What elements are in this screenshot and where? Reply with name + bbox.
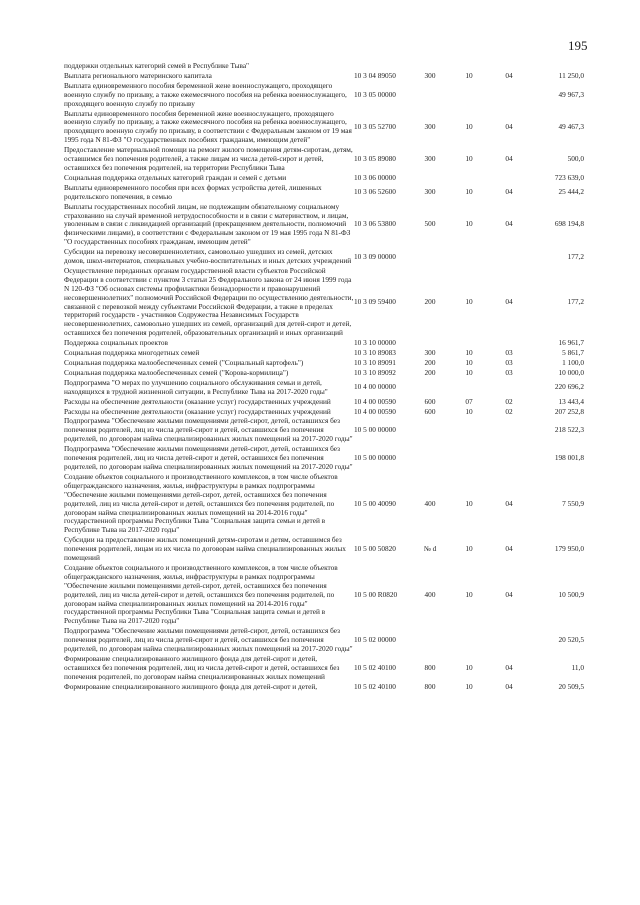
row-amount: 10 000,0: [558, 367, 584, 377]
row-subsection: 04: [505, 589, 513, 599]
row-description: Субсидии на перевозку несовершеннолетних, самовольно ушедших из семей, детских домов, школ-интернатов, специальных учебно-воспитательных и иных детских учреждений: [64, 247, 352, 266]
row-subsection: 04: [505, 544, 513, 554]
row-section: 10: [465, 406, 473, 416]
row-section: 10: [465, 297, 473, 307]
row-subsection: 04: [505, 297, 513, 307]
row-expense-type: 400: [424, 498, 436, 508]
row-expense-type: 800: [424, 662, 436, 672]
row-code: 10 3 10 89091: [354, 358, 396, 367]
page-number: 195: [568, 38, 588, 53]
row-amount: 177,2: [567, 251, 584, 261]
row-code: 10 4 00 00590: [354, 396, 396, 406]
row-code: 10 5 02 00000: [354, 635, 396, 645]
row-code: 10 3 05 89080: [354, 154, 396, 164]
row-amount: 5 861,7: [562, 348, 584, 358]
table-row: [64, 184, 584, 202]
row-code: 10 5 00 40090: [354, 498, 396, 508]
row-expense-type: 300: [424, 187, 436, 197]
row-amount: 11,0: [571, 662, 584, 672]
row-subsection: 03: [505, 358, 513, 367]
row-description: Выплаты единовременного пособия беременной жене военнослужащего, проходящего военную службу по призыву, а также ежемесячного пособия на ребенка военнослужащего, проходящего военную службу по призыву, в соответствии с Федеральным законом от 19 мая 1995 года N 81-ФЗ "О государственных пособиях гражданам, имеющим детей": [64, 108, 352, 145]
row-description: Предоставление материальной помощи на ремонт жилого помещения детям-сиротам, детям, оставшимся без попечения родителей, а также лицам из числа детей-сирот и детей, оставшихся без попечения родителей, на территории Республики Тыва: [64, 145, 353, 172]
row-amount: 198 001,8: [554, 453, 584, 463]
row-amount: 49 967,3: [558, 89, 584, 99]
table-row: [64, 174, 584, 183]
row-section: 10: [465, 70, 473, 80]
row-expense-type: 200: [424, 358, 436, 367]
table-row: [64, 349, 584, 358]
row-description: Подпрограмма "О мерах по улучшению социального обслуживания семьи и детей, находящихся в трудной жизненной ситуации, в Республике Тыва на 2017-2020 годы": [64, 377, 328, 396]
row-subsection: 04: [505, 121, 513, 131]
table-row: [64, 359, 584, 368]
row-amount: 179 950,0: [554, 544, 584, 554]
table-row: [64, 417, 584, 444]
row-description: Создание объектов социального и производственного комплексов, в том числе объектов общегражданского назначения, жилья, инфраструктуры в рамках подпрограммы "Обеспечение жилыми помещениями детей-сирот, детей, оставшихся без попечения родителей, лиц из числа детей-сирот и детей, оставшихся без попечения родителей, по договорам найма специализированных жилых помещений на 2014-2016 годы" государственной программы Республики Тыва "Социальная защита семьи и детей в Республике Тыва на 2017-2020 годы": [64, 562, 338, 626]
row-amount: 25 444,2: [558, 187, 584, 197]
row-expense-type: 600: [424, 406, 436, 416]
row-subsection: 03: [505, 348, 513, 358]
table-row: [64, 62, 584, 71]
row-code: 10 5 00 00000: [354, 453, 396, 463]
row-amount: 49 467,3: [558, 121, 584, 131]
row-expense-type: № d: [423, 544, 437, 554]
table-row: [64, 473, 584, 535]
table-row: [64, 248, 584, 266]
table-row: [64, 536, 584, 563]
row-subsection: 04: [505, 154, 513, 164]
row-section: 10: [465, 544, 473, 554]
table-row: [64, 379, 584, 397]
row-subsection: 03: [505, 367, 513, 377]
row-code: 10 3 05 00000: [354, 89, 396, 99]
table-row: [64, 564, 584, 626]
row-section: 10: [465, 358, 473, 367]
table-row: [64, 398, 584, 407]
row-subsection: 02: [505, 406, 513, 416]
row-code: 10 5 00 R0820: [354, 589, 398, 599]
row-expense-type: 800: [424, 681, 436, 691]
table-row: [64, 369, 584, 378]
row-code: 10 3 06 00000: [354, 172, 396, 182]
row-amount: 11 250,0: [558, 70, 584, 80]
budget-table: [64, 62, 584, 692]
row-description: Социальная поддержка отдельных категорий граждан и семей с детьми: [64, 172, 287, 182]
row-description: поддержки отдельных категорий семей в Республике Тыва": [64, 61, 250, 70]
row-section: 10: [465, 681, 473, 691]
row-section: 10: [465, 589, 473, 599]
table-row: [64, 146, 584, 173]
row-amount: 500,0: [567, 154, 584, 164]
row-code: 10 5 00 50820: [354, 544, 396, 554]
row-section: 07: [465, 396, 473, 406]
row-code: 10 3 04 89050: [354, 70, 396, 80]
row-subsection: 04: [505, 70, 513, 80]
table-row: [64, 655, 584, 682]
row-subsection: 02: [505, 396, 513, 406]
row-amount: 16 961,7: [558, 338, 584, 348]
row-amount: 207 252,8: [554, 406, 584, 416]
row-section: 10: [465, 121, 473, 131]
row-code: 10 5 02 40100: [354, 662, 396, 672]
row-expense-type: 300: [424, 154, 436, 164]
row-section: 10: [465, 154, 473, 164]
table-row: [64, 627, 584, 654]
row-amount: 177,2: [567, 297, 584, 307]
row-code: 10 4 00 00590: [354, 406, 396, 416]
row-amount: 220 696,2: [554, 382, 584, 392]
row-description: Выплата регионального материнского капитала: [64, 70, 212, 80]
row-subsection: 04: [505, 681, 513, 691]
row-code: 10 5 02 40100: [354, 681, 396, 691]
row-amount: 218 522,3: [554, 425, 584, 435]
row-section: 10: [465, 348, 473, 358]
row-amount: 10 500,9: [558, 589, 584, 599]
row-section: 10: [465, 187, 473, 197]
row-amount: 20 520,5: [558, 635, 584, 645]
table-row: [64, 110, 584, 146]
row-code: 10 3 05 52700: [354, 121, 396, 131]
row-expense-type: 400: [424, 589, 436, 599]
row-code: 10 3 10 89083: [354, 348, 396, 358]
row-amount: 723 639,0: [554, 172, 584, 182]
row-subsection: 04: [505, 219, 513, 229]
row-section: 10: [465, 662, 473, 672]
row-code: 10 4 00 00000: [354, 382, 396, 392]
row-code: 10 3 06 53800: [354, 219, 396, 229]
row-description: Социальная поддержка многодетных семей: [64, 348, 200, 358]
row-description: Формирование специализированного жилищного фонда для детей-сирот и детей,: [64, 681, 318, 691]
row-description: Создание объектов социального и производственного комплексов, в том числе объектов общегражданского назначения, жилья, инфраструктуры в рамках подпрограммы "Обеспечение жилыми помещениями детей-сирот, детей, оставшихся без попечения родителей, лиц из числа детей-сирот и детей, оставшихся без попечения родителей, по договорам найма специализированных жилых помещений на 2014-2016 годы" государственной программы Республики Тыва "Социальная защита семьи и детей в Республике Тыва на 2017-2020 годы": [64, 471, 338, 535]
table-row: [64, 203, 584, 248]
row-expense-type: 300: [424, 70, 436, 80]
table-row: [64, 445, 584, 472]
row-description: Формирование специализированного жилищного фонда для детей-сирот и детей, оставшихся без попечения родителей, лиц из числа детей-сирот и детей, оставшихся без попечения родителей, по договорам найма специализированных жилых помещений: [64, 654, 340, 681]
row-amount: 698 194,8: [554, 219, 584, 229]
row-code: 10 5 00 00000: [354, 425, 396, 435]
row-expense-type: 500: [424, 219, 436, 229]
row-expense-type: 300: [424, 121, 436, 131]
row-expense-type: 300: [424, 348, 436, 358]
row-subsection: 04: [505, 187, 513, 197]
row-subsection: 04: [505, 662, 513, 672]
row-amount: 20 509,5: [558, 681, 584, 691]
row-description: Подпрограмма "Обеспечение жилыми помещениями детей-сирот, детей, оставшихся без попечения родителей, лиц из числа детей-сирот и детей, оставшихся без попечения родителей, по договорам найма специализированных жилых помещений на 2017-2020 годы": [64, 626, 353, 654]
row-description: Выплата единовременного пособия беременной жене военнослужащего, проходящего военную службу по призыву, а также ежемесячного пособия на ребенка военнослужащего, проходящего военную службу по призыву: [64, 80, 347, 108]
table-row: [64, 339, 584, 348]
row-code: 10 3 10 89092: [354, 367, 396, 377]
row-description: Субсидии на предоставление жилых помещений детям-сиротам и детям, оставшимся без попечения родителей, лицам из их числа по договорам найма специализированных жилых помещений: [64, 535, 346, 563]
row-code: 10 3 10 00000: [354, 338, 396, 348]
row-section: 10: [465, 498, 473, 508]
row-description: Поддержка социальных проектов: [64, 338, 168, 348]
table-row: [64, 72, 584, 81]
row-description: Социальная поддержка малообеспеченных семей ("Корова-кормилица"): [64, 367, 289, 377]
row-code: 10 3 06 52600: [354, 187, 396, 197]
row-expense-type: 200: [424, 367, 436, 377]
row-expense-type: 200: [424, 297, 436, 307]
table-row: [64, 408, 584, 417]
row-description: Подпрограмма "Обеспечение жилыми помещениями детей-сирот, детей, оставшихся без попечения родителей, лиц из числа детей-сирот и детей, оставшихся без попечения родителей, по договорам найма специализированных жилых помещений на 2017-2020 годы": [64, 444, 353, 471]
row-amount: 13 443,4: [558, 396, 584, 406]
row-description: Подпрограмма "Обеспечение жилыми помещениями детей-сирот, детей, оставшихся без попечения родителей, лиц из числа детей-сирот и детей, оставшихся без попечения родителей, по договорам найма специализированных жилых помещений на 2017-2020 годы": [64, 416, 353, 444]
table-row: [64, 82, 584, 109]
row-description: Расходы на обеспечение деятельности (оказание услуг) государственных учреждений: [64, 406, 331, 416]
row-description: Выплаты единовременного пособия при всех формах устройства детей, лишенных родительского попечения, в семью: [64, 182, 322, 201]
row-code: 10 3 09 00000: [354, 251, 396, 261]
row-amount: 7 550,9: [562, 498, 584, 508]
row-description: Социальная поддержка малообеспеченных семей ("Социальный картофель"): [64, 358, 304, 367]
row-amount: 1 100,0: [562, 358, 584, 367]
row-section: 10: [465, 367, 473, 377]
row-expense-type: 600: [424, 396, 436, 406]
row-description: Осуществление переданных органам государственной власти субъектов Российской Федерации в соответствии с пунктом 3 статьи 25 Федерального закона от 24 июня 1999 года N 120-ФЗ "Об основах системы профилактики безнадзорности и правонарушений несовершеннолетних" полномочий Российской Федерации по осуществлению деятельности, связанной с перевозкой между субъектами Российской Федерации, а также в пределах территорий государств - участников Содружества Независимых Государств несовершеннолетних, самовольно ушедших из семей, организаций для детей-сирот и детей, оставшихся без попечения родителей, образовательных организаций и иных организаций: [64, 265, 354, 338]
table-row: [64, 267, 584, 338]
row-description: Выплаты государственных пособий лицам, не подлежащим обязательному социальному страхованию на случай временной нетрудоспособности и в связи с материнством, и лицам, уволенным в связи с ликвидацией организаций (прекращением деятельности, полномочий физическими лицами), в соответствии с Федеральным законом от 19 мая 1995 года N 81-ФЗ "О государственных пособиях гражданам, имеющим детей": [64, 201, 351, 247]
row-subsection: 04: [505, 498, 513, 508]
row-section: 10: [465, 219, 473, 229]
table-row: [64, 683, 584, 692]
row-code: 10 3 09 59400: [354, 297, 396, 307]
row-description: Расходы на обеспечение деятельности (оказание услуг) государственных учреждений: [64, 396, 331, 406]
